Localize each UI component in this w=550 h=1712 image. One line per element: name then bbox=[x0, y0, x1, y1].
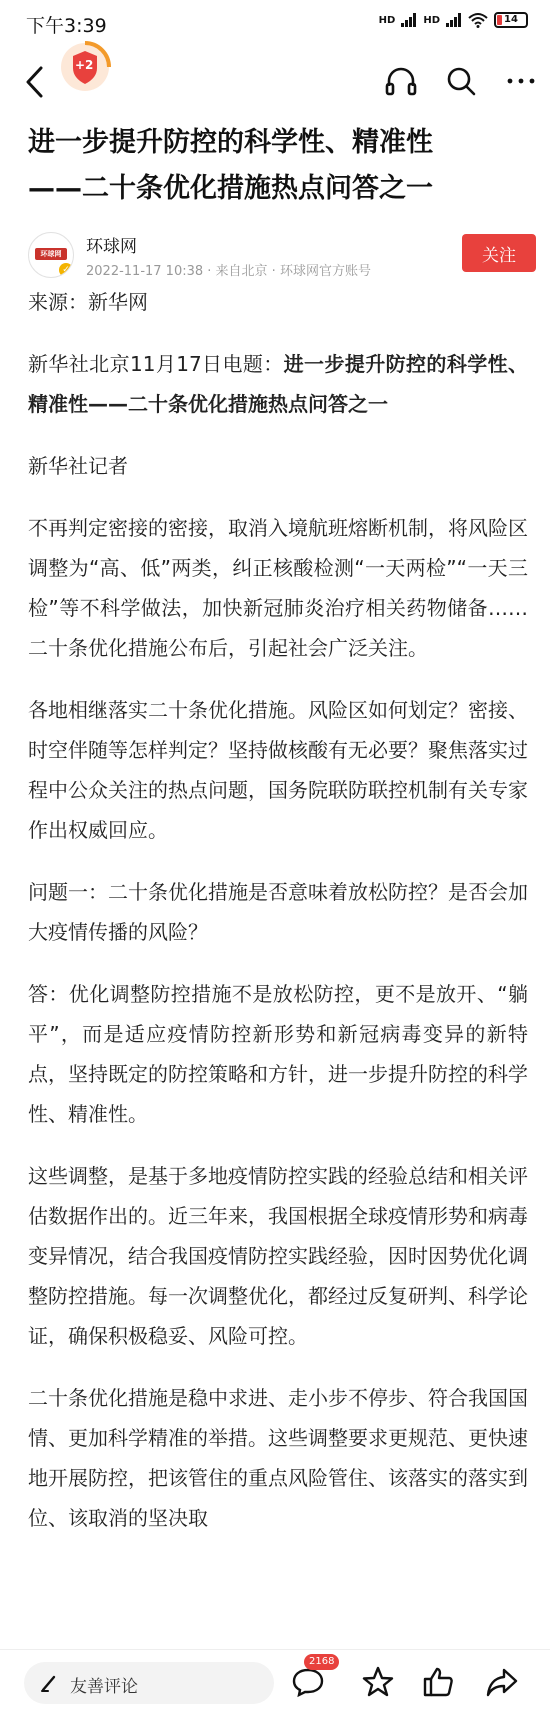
comment-input[interactable] bbox=[24, 1662, 274, 1704]
paragraph: 二十条优化措施是稳中求进、走小步不停步、符合我国国情、更加科学精准的举措。这些调整要求更规范、更快速地开展防控，把该管住的重点风险管住、该落实的落实到位、该取消的坚决取 bbox=[28, 1386, 528, 1530]
dateline-title: 进一步提升防控的科学性、精准性——二十条优化措施热点问答之一 bbox=[28, 352, 529, 416]
wifi-icon bbox=[468, 12, 488, 28]
article-title bbox=[28, 120, 528, 212]
author-row bbox=[28, 228, 528, 284]
more-dots-icon bbox=[502, 62, 540, 100]
paragraph-question: 问题一：二十条优化措施是否意味着放松防控？是否会加大疫情传播的风险？ bbox=[28, 880, 528, 944]
like-button[interactable] bbox=[420, 1664, 456, 1700]
reward-badge[interactable] bbox=[58, 40, 112, 94]
author-name[interactable]: 环球网 bbox=[86, 237, 137, 257]
title-line-2: ——二十条优化措施热点问答之一 bbox=[28, 173, 433, 204]
listen-button[interactable] bbox=[382, 62, 420, 100]
search-button[interactable] bbox=[442, 62, 480, 100]
paragraph: 不再判定密接的密接，取消入境航班熔断机制，将风险区调整为“高、低”两类，纠正核酸检测“一天两检”“一天三检”等不科学做法，加快新冠肺炎治疗相关药物储备……二十条优化措施公布后，引起社会广泛关注。 bbox=[28, 516, 528, 660]
dateline bbox=[28, 344, 528, 424]
comments-button[interactable] bbox=[290, 1656, 335, 1700]
verified-icon: ✓ bbox=[59, 263, 73, 277]
signal-bars-icon bbox=[401, 13, 417, 27]
share-button[interactable] bbox=[484, 1664, 520, 1700]
share-arrow-icon bbox=[484, 1664, 520, 1700]
star-icon bbox=[360, 1664, 396, 1700]
signal-bars-icon-2 bbox=[446, 13, 462, 27]
signal-icon: HD bbox=[378, 14, 396, 26]
battery-level: 14 bbox=[504, 14, 518, 25]
bottom-action-bar bbox=[0, 1649, 550, 1712]
thumbs-up-icon bbox=[420, 1664, 456, 1700]
signal-icon-2: HD bbox=[423, 14, 440, 26]
article-body bbox=[28, 282, 528, 1560]
paragraph-answer: 答：优化调整防控措施不是放松防控，更不是放开、“躺平”，而是适应疫情防控新形势和新冠病毒变异的新特点，坚持既定的防控策略和方针，进一步提升防控的科学性、精准性。 bbox=[28, 982, 528, 1126]
status-time: 下午3:39 bbox=[26, 15, 107, 37]
avatar[interactable] bbox=[28, 232, 74, 278]
comment-placeholder: 友善评论 bbox=[70, 1677, 138, 1697]
paragraph: 各地相继落实二十条优化措施。风险区如何划定？密接、时空伴随等怎样判定？坚持做核酸有无必要？聚焦落实过程中公众关注的热点问题，国务院联防联控机制有关专家作出权威回应。 bbox=[28, 698, 528, 842]
battery-icon bbox=[494, 12, 528, 28]
search-icon bbox=[442, 62, 480, 100]
more-button[interactable] bbox=[502, 62, 540, 100]
pen-icon bbox=[40, 1673, 60, 1693]
source-line: 来源：新华网 bbox=[28, 290, 148, 314]
chevron-left-icon bbox=[14, 60, 58, 104]
avatar-logo: 环球网 bbox=[35, 248, 67, 260]
title-line-1: 进一步提升防控的科学性、精准性 bbox=[28, 127, 433, 158]
dateline-prefix: 新华社北京11月17日电题： bbox=[28, 352, 284, 376]
nav-actions bbox=[382, 62, 540, 100]
reporter-line: 新华社记者 bbox=[28, 454, 128, 478]
author-meta: 2022-11-17 10:38 · 来自北京 · 环球网官方账号 bbox=[86, 264, 371, 279]
status-indicators bbox=[379, 12, 528, 28]
back-button[interactable] bbox=[14, 60, 58, 104]
follow-button[interactable]: 关注 bbox=[462, 234, 536, 272]
paragraph: 这些调整，是基于多地疫情防控实践的经验总结和相关评估数据作出的。近三年来，我国根据全球疫情形势和病毒变异情况，结合我国疫情防控实践经验，因时因势优化调整防控措施。每一次调整优化，都经过反复研判、科学论证，确保积极稳妥、风险可控。 bbox=[28, 1164, 528, 1348]
top-nav-bar bbox=[0, 46, 550, 118]
headphones-icon bbox=[382, 62, 420, 100]
badge-text: +2 bbox=[75, 58, 94, 72]
favorite-button[interactable] bbox=[360, 1664, 396, 1700]
comment-count-badge: 2168 bbox=[304, 1654, 339, 1670]
